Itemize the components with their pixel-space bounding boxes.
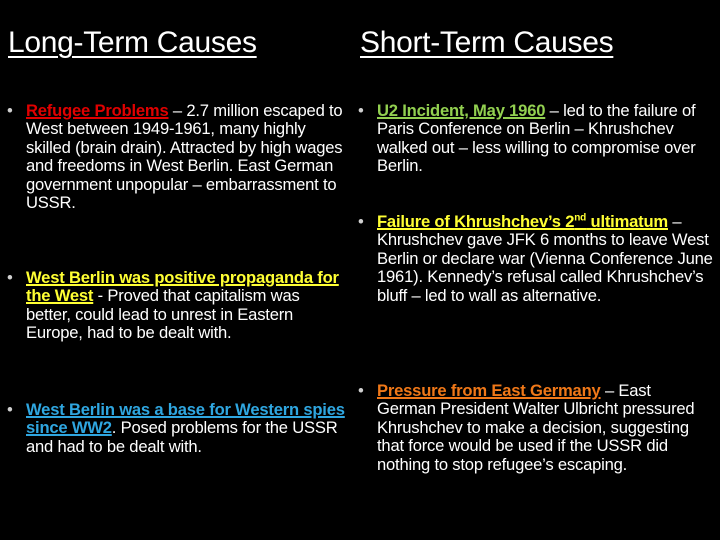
bullet-heading: Refugee Problems [26,101,169,120]
bullet-text: – Khrushchev gave JFK 6 months to leave West Berlin or declare war (Vienna Conference June 1961). Kennedy’s refusal called Khrushchev’s bluff – led to wall as alternative. [377,212,713,305]
bullet-icon: • [358,381,364,400]
bullet-positive-propaganda [7,268,348,343]
bullet-heading-cont: ultimatum [586,212,668,231]
bullet-text: . Posed problems for the USSR and had to be dealt with. [26,418,338,456]
bullet-heading: U2 Incident, May 1960 [377,101,546,120]
bullet-icon: • [7,101,13,120]
short-term-causes-title: Short-Term Causes [360,26,614,59]
bullet-heading: West Berlin was a base for Western spies since WW2 [26,400,345,438]
bullet-text: – led to the failure of Paris Conference on Berlin – Khrushchev walked out – less willing to compromise over Berlin. [377,101,696,176]
bullet-text: – East German President Walter Ulbricht pressured Khrushchev to make a decision, suggesting that force would be used if the USSR did nothing to stop refugee’s escaping. [377,381,695,474]
bullet-icon: • [7,268,13,287]
long-term-causes-title: Long-Term Causes [8,26,257,59]
bullet-heading: Failure of Khrushchev’s 2 [377,212,575,231]
bullet-heading: West Berlin was positive propaganda for the West [26,268,339,306]
bullet-heading-sup: nd [574,212,587,224]
bullet-second-ultimatum [358,212,713,305]
bullet-icon: • [7,400,13,419]
bullet-text: - Proved that capitalism was better, could lead to unrest in Eastern Europe, had to be dealt with. [26,286,300,343]
bullet-u2-incident [358,101,713,176]
bullet-western-spies [7,400,348,456]
bullet-text: – 2.7 million escaped to West between 1949-1961, many highly skilled (brain drain). Attracted by high wages and freedoms in West Berlin. East German government unpopular – embarrassment to USSR. [26,101,343,213]
bullet-heading: Pressure from East Germany [377,381,601,400]
bullet-icon: • [358,101,364,120]
bullet-icon: • [358,212,364,231]
bullet-east-germany-pressure [358,381,713,474]
bullet-refugee-problems [7,101,348,213]
